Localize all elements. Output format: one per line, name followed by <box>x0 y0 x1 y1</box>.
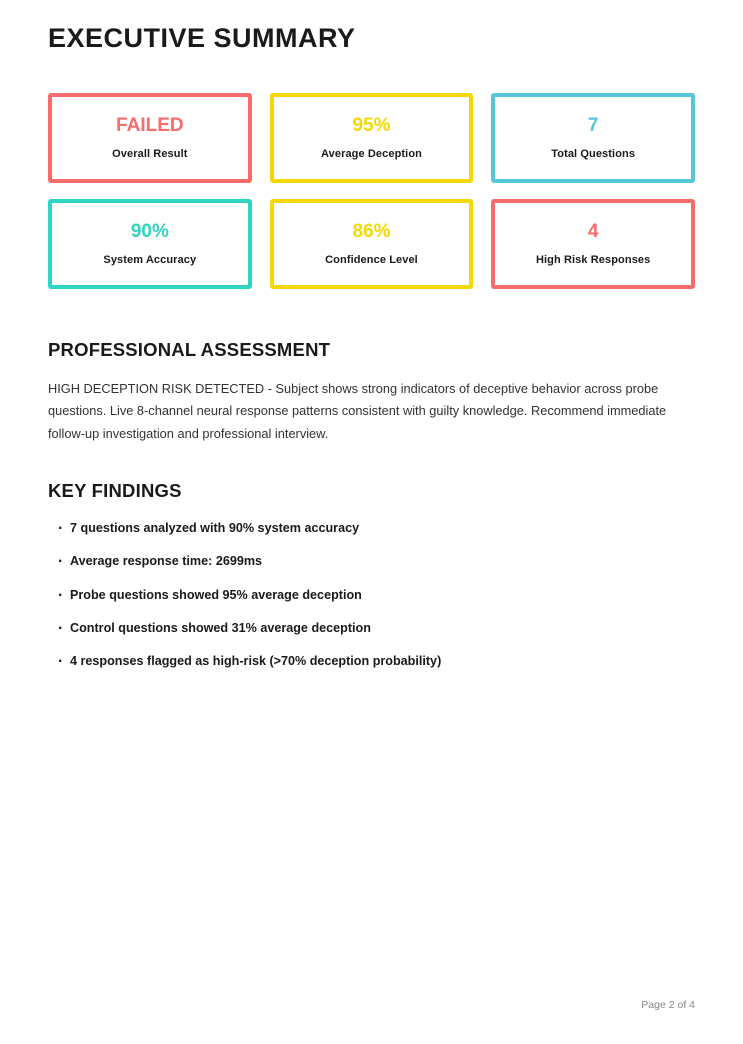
summary-card-value: 4 <box>587 220 599 242</box>
list-item: · Average response time: 2699ms <box>48 553 695 569</box>
list-item: · Probe questions showed 95% average deception <box>48 587 695 603</box>
summary-card-total-questions <box>491 93 695 183</box>
summary-card-label: Average Deception <box>321 147 422 160</box>
key-findings-heading: KEY FINDINGS <box>48 479 182 501</box>
page-title: EXECUTIVE SUMMARY <box>48 23 356 53</box>
professional-assessment-section <box>48 339 695 445</box>
summary-card-high-risk-responses <box>491 199 695 289</box>
summary-card-label: Total Questions <box>551 147 636 160</box>
summary-card-value: 86% <box>352 220 391 242</box>
summary-card-label: System Accuracy <box>103 253 197 266</box>
list-item: · 7 questions analyzed with 90% system accuracy <box>48 520 695 536</box>
summary-card-label: Confidence Level <box>325 253 418 266</box>
page-footer: Page 2 of 4 <box>641 999 695 1011</box>
key-findings-list <box>48 520 695 670</box>
summary-card-label: Overall Result <box>112 147 188 160</box>
summary-card-value: 95% <box>352 114 391 136</box>
assessment-body: HIGH DECEPTION RISK DETECTED - Subject shows strong indicators of deceptive behavior across probe questions. Live 8-channel neural response patterns consistent with guilty knowledge. Recommend immediate follow-up investigation and professional interview. <box>48 380 667 441</box>
summary-card-value: FAILED <box>116 114 184 136</box>
summary-card-value: 7 <box>587 114 599 136</box>
summary-card-label: High Risk Responses <box>535 253 651 266</box>
summary-card-overall-result <box>48 93 252 183</box>
summary-card-confidence-level <box>270 199 474 289</box>
list-item: · Control questions showed 31% average deception <box>48 620 695 636</box>
summary-card-average-deception <box>270 93 474 183</box>
assessment-heading: PROFESSIONAL ASSESSMENT <box>48 338 331 360</box>
list-item: · 4 responses flagged as high-risk (>70% deception probability) <box>48 653 695 669</box>
summary-card-system-accuracy <box>48 199 252 289</box>
key-findings-section <box>48 480 695 670</box>
summary-card-value: 90% <box>130 220 169 242</box>
summary-cards-grid <box>48 93 695 289</box>
